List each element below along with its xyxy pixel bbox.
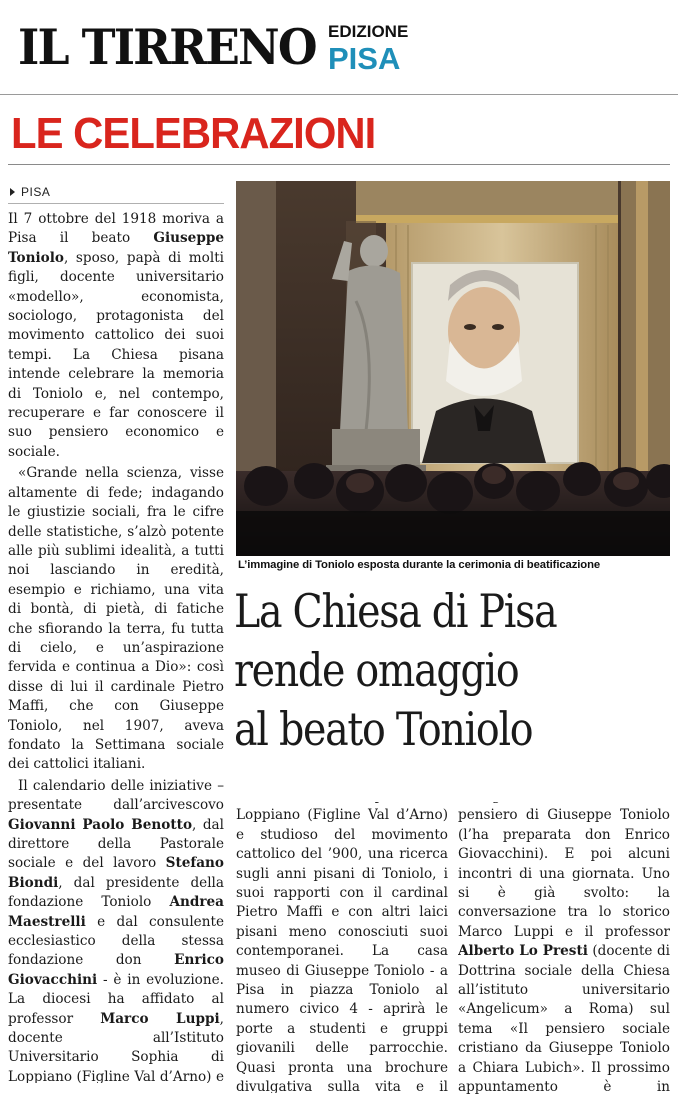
paragraph-3: Loppiano (Figline Val d’Arno) e studioso del movimento cattolico del ’900, una ricerca sugli anni pisani di Toniolo, i suoi rapporti con il cardinal Pietro Maffi e con altri laici pisani meno conosciuti suoi contemporanei. La casa museo di Giuseppe Toniolo - a Pisa in piazza Toniolo al numero civico 4 - aprirà le porte a studenti e gruppi giovanili delle parrocchie. Quasi pronta una brochure divulgativa sulla vita e il [236,807,448,1093]
location-label: PISA [21,185,51,199]
paragraph-3: pensiero di Giuseppe Toniolo (l’ha preparata don Enrico Giovacchini). E poi alcuni incontri di una giornata. Uno si è già svolto: la conversazione tra lo storico Marco Luppi e il professor Alberto Lo Presti (docente di Dottrina sociale della Chiesa all’istituto universitario «Angelicum» a Roma) sul tema «Il pensiero sociale cristiano da Giuseppe Toniolo a Chiara Lubich». Il prossimo appuntamento è in [458,807,670,1096]
masthead-divider [0,94,678,95]
article-column-1 [8,210,224,1083]
location-tag [10,185,50,199]
location-divider [8,203,224,204]
location-marker-icon [10,188,15,196]
article-headline [234,582,609,759]
masthead-title: IL TIRRENO [18,18,316,76]
headline-line-2: rende omaggio [234,643,519,697]
section-title: LE CELEBRAZIONI [11,109,376,158]
masthead [16,14,666,80]
article-column-3 [458,802,670,1098]
masthead-edition-city: PISA [328,41,401,76]
article-body [458,802,670,1098]
masthead-edition-label: EDIZIONE [328,22,409,41]
photo-illustration [236,181,670,556]
article-column-2 [236,802,448,1093]
article-body [8,210,224,1083]
paragraph-3: Il calendario delle iniziative – presentate dall’arcivescovo Giovanni Paolo Benotto, dal direttore della Pastorale sociale e del lavoro Stefano Biondi, dal presidente della fondazione Toniolo Andrea Maestrelli e dal consulente ecclesiastico della stessa fondazione don Enrico Giovacchini - è in evoluzione. La diocesi ha affidato al professor Marco Luppi, docente all’Istituto Universitario Sophia di Loppiano (Figline Val d’Arno) e [8,777,224,1083]
headline-line-1: La Chiesa di Pisa [234,584,557,638]
paragraph-2: «Grande nella scienza, visse altamente di fede; indagando le giustizie sociali, fra le cifre delle statistiche, s’alzò potente alle più sublimi idealità, a tutti noi lasciando in eredità, esempio e richiamo, una vita di bontà, di pietà, di fatiche che sfiorando la terra, fu tutta di cielo, e un’aspirazione fervida e continua a Dio»: così disse di lui il cardinale Pietro Maffi, che con Giuseppe Toniolo, nel 1907, aveva fondato la Settimana sociale dei cattolici italiani. [8,465,224,773]
paragraph-1: Il 7 ottobre del 1918 moriva a Pisa il beato Giuseppe Toniolo, sposo, papà di molti figli, docente universitario «modello», economista, sociologo, protagonista del movimento cattolico dei suoi tempi. La Chiesa pisana intende celebrare la memoria di Toniolo e, nel contempo, recuperare e far conoscere il suo pensiero economico e sociale. [8,211,224,460]
headline-line-3: al beato Toniolo [234,702,533,756]
section-divider [8,164,670,165]
photo-caption: L’immagine di Toniolo esposta durante la cerimonia di beatificazione [238,559,601,571]
article-body [236,802,448,1093]
article-photo [236,181,670,556]
